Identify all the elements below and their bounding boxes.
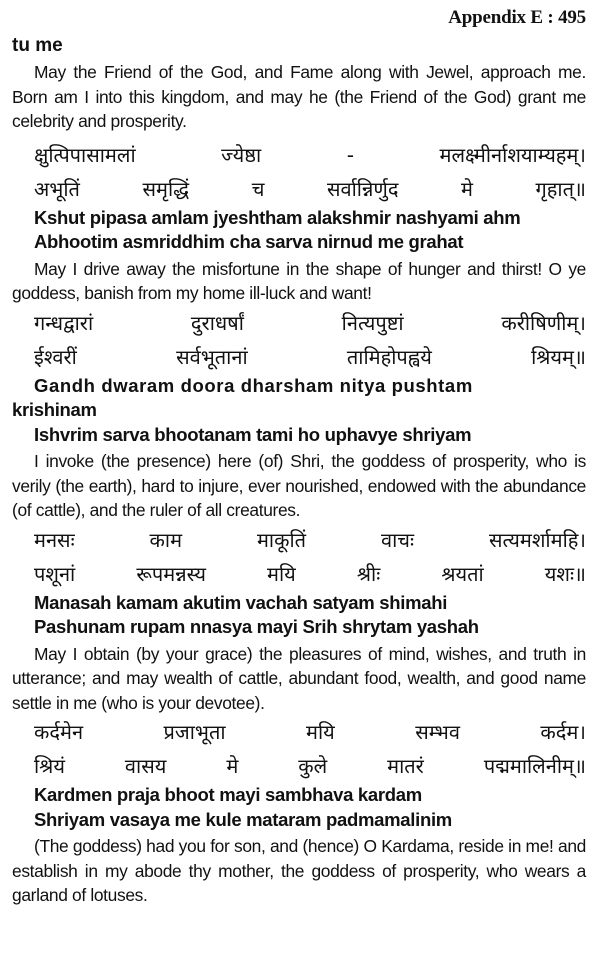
sanskrit-word: वाचः bbox=[380, 527, 415, 552]
sanskrit-word: सम्भव bbox=[415, 720, 460, 744]
transliteration-line: Manasah kamam akutim vachah satyam shimahi bbox=[34, 591, 448, 613]
translation-paragraph: May I obtain (by your grace) the pleasures of mind, wishes, and truth in utterance; and may wealth of cattle, abundant food, wealth, and good name settle in me (who is your devotee). bbox=[12, 643, 586, 713]
sanskrit-line bbox=[34, 138, 586, 172]
translation-paragraph: I invoke (the presence) here (of) Shri, the goddess of prosperity, who is verily (the earth), hard to injure, ever nourished, endowed with the abundance (of cattle), and the ruler of all creatures. bbox=[12, 451, 586, 520]
closing-paragraph: (The goddess) had you for son, and (hence) O Kardama, reside in me! and establish in my abode thy mother, the goddess of prosperity, who wears a garland of lotuses. bbox=[12, 836, 586, 905]
sanskrit-word: मनसः bbox=[34, 527, 75, 552]
sanskrit-line bbox=[34, 749, 586, 783]
sanskrit-word: च bbox=[251, 176, 265, 201]
transliteration-line: krishinam bbox=[12, 399, 97, 420]
sanskrit-word: मातरं bbox=[387, 754, 424, 778]
translation-paragraph: May I drive away the misfortune in the shape of hunger and thirst! O ye goddess, banish from my home ill-luck and want! bbox=[12, 258, 586, 303]
sanskrit-word: - bbox=[346, 142, 354, 167]
sanskrit-word: कर्दमेन bbox=[34, 720, 84, 744]
sanskrit-word: पद्ममालिनीम्॥ bbox=[483, 754, 586, 778]
sanskrit-word: मयि bbox=[267, 561, 296, 586]
sanskrit-word: प्रजाभूता bbox=[163, 720, 226, 744]
sanskrit-word: मलक्ष्मीर्नाशयाम्यहम्। bbox=[439, 142, 586, 167]
sanskrit-word: माकूतिं bbox=[256, 527, 307, 552]
transliteration-line: Gandh dwaram doora dharsham nitya pushtam bbox=[34, 374, 473, 396]
sanskrit-line bbox=[34, 557, 586, 591]
sanskrit-word: श्रियम्॥ bbox=[531, 344, 586, 369]
transliteration-line: Kardmen praja bhoot mayi sambhava kardam bbox=[34, 784, 422, 805]
sanskrit-word: तामिहोपह्वये bbox=[346, 344, 432, 369]
sanskrit-word: कर्दम। bbox=[540, 720, 586, 744]
sanskrit-word: काम bbox=[149, 527, 183, 552]
sanskrit-word: गन्धद्वारां bbox=[34, 310, 94, 335]
sanskrit-word: यशः॥ bbox=[544, 561, 586, 586]
sanskrit-word: पशूनां bbox=[34, 561, 76, 586]
sanskrit-word: मे bbox=[461, 176, 473, 201]
transliteration-line: Pashunam rupam nnasya mayi Srih shrytam yashah bbox=[34, 616, 479, 637]
page-header: Appendix E : 495 bbox=[448, 7, 586, 28]
sanskrit-word: दुराधर्षां bbox=[190, 310, 244, 335]
continued-verse-end: tu me bbox=[12, 35, 63, 56]
sanskrit-word: वासय bbox=[124, 754, 167, 778]
sanskrit-line bbox=[34, 523, 586, 557]
sanskrit-word: समृद्धिं bbox=[142, 176, 190, 201]
translation-paragraph: May the Friend of the God, and Fame along with Jewel, approach me. Born am I into this kingdom, and may he (the Friend of the God) grant me celebrity and prosperity. bbox=[12, 62, 586, 131]
sanskrit-word: ज्येष्ठा bbox=[221, 142, 262, 167]
sanskrit-word: रूपमन्नस्य bbox=[136, 561, 206, 586]
sanskrit-word: करीषिणीम्। bbox=[501, 310, 586, 335]
sanskrit-word: अभूतिं bbox=[34, 176, 80, 201]
transliteration-line: Shriyam vasaya me kule mataram padmamalinim bbox=[34, 808, 452, 830]
sanskrit-word: नित्यपुष्टां bbox=[341, 310, 404, 335]
sanskrit-word: सर्वभूतानां bbox=[176, 344, 248, 369]
sanskrit-word: सत्यमर्शामहि। bbox=[488, 527, 586, 552]
sanskrit-line bbox=[34, 715, 586, 749]
sanskrit-word: श्रीः bbox=[356, 561, 381, 586]
sanskrit-line bbox=[34, 340, 586, 374]
sanskrit-word: गृहात्॥ bbox=[535, 176, 586, 201]
transliteration-line: Abhootim asmriddhim cha sarva nirnud me grahat bbox=[34, 231, 464, 252]
transliteration-line: Ishvrim sarva bhootanam tami ho uphavye shriyam bbox=[34, 423, 472, 445]
sanskrit-line bbox=[34, 306, 586, 340]
transliteration-line: Kshut pipasa amlam jyeshtham alakshmir nashyami ahm bbox=[34, 206, 521, 228]
sanskrit-word: मे bbox=[226, 754, 239, 778]
sanskrit-word: श्रियं bbox=[34, 754, 65, 778]
sanskrit-word: मयि bbox=[306, 720, 335, 744]
sanskrit-word: कुले bbox=[298, 754, 328, 778]
sanskrit-word: क्षुत्पिपासामलां bbox=[34, 142, 136, 167]
sanskrit-word: सर्वान्निर्णुद bbox=[326, 176, 399, 201]
sanskrit-line bbox=[34, 172, 586, 206]
sanskrit-word: ईश्वरीं bbox=[34, 344, 77, 369]
sanskrit-word: श्रयतां bbox=[441, 561, 484, 586]
